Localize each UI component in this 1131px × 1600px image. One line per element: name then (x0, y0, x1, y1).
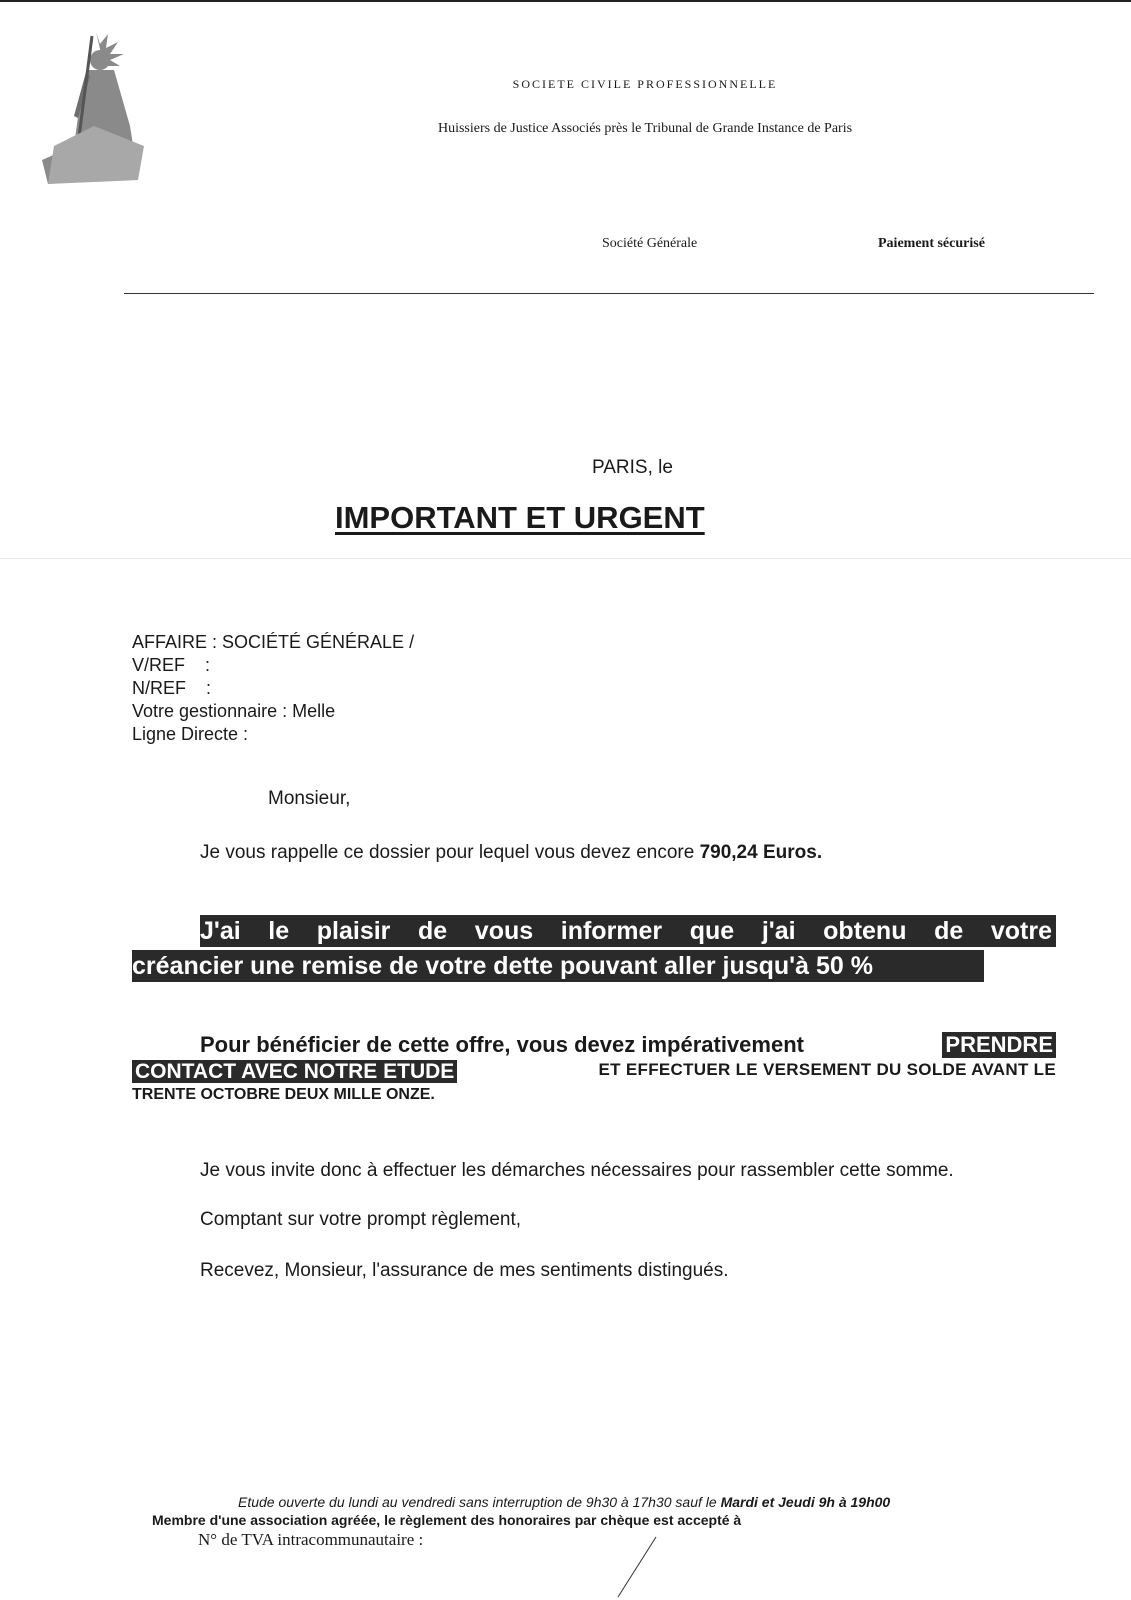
ref-nref: N/REF : (132, 678, 212, 698)
ref-gestionnaire: Votre gestionnaire : Melle (132, 701, 336, 721)
offer-lead: Pour bénéficier de cette offre, vous devez impérativement (200, 1032, 804, 1057)
place-date: PARIS, le (592, 457, 673, 478)
letter-title: IMPORTANT ET URGENT (335, 500, 705, 535)
ref-ligne-directe: Ligne Directe : (132, 724, 249, 744)
counting-paragraph: Comptant sur votre prompt règlement, (200, 1209, 522, 1230)
company-subtitle: Huissiers de Justice Associés près le Tribunal de Grande Instance de Paris (437, 121, 853, 136)
amount-due: 790,24 Euros. (699, 842, 823, 863)
bank-name: Société Générale (602, 236, 698, 251)
footer-hours (238, 1494, 890, 1510)
salutation: Monsieur, (268, 788, 351, 809)
offer-line-1 (200, 1032, 1056, 1058)
header-divider (124, 293, 1094, 294)
offer-deadline: TRENTE OCTOBRE DEUX MILLE ONZE. (132, 1086, 435, 1103)
offer-highlight-1: PRENDRE (942, 1032, 1056, 1058)
fold-line (0, 558, 1131, 559)
payment-label: Paiement sécurisé (878, 236, 985, 251)
offer-line-2 (132, 1060, 1056, 1084)
ref-vref: V/REF : (132, 655, 211, 675)
marianne-logo (34, 26, 164, 186)
pen-mark (610, 1535, 660, 1600)
highlight-line-1: J'ai le plaisir de vous informer que j'ai obtenu de votre (200, 915, 1056, 947)
top-border (0, 0, 1131, 2)
footer-hours-bold: Mardi et Jeudi 9h à 19h00 (720, 1494, 891, 1510)
offer-highlight-2: CONTACT AVEC NOTRE ETUDE (132, 1060, 457, 1083)
highlight-line-2: créancier une remise de votre dette pouvant aller jusqu'à 50 % (132, 950, 984, 982)
highlight-paragraph (132, 915, 1056, 985)
invite-paragraph: Je vous invite donc à effectuer les démarches nécessaires pour rassembler cette somme. (200, 1160, 954, 1181)
closing-paragraph: Recevez, Monsieur, l'assurance de mes sentiments distingués. (200, 1260, 729, 1281)
footer-association: Membre d'une association agréée, le règlement des honoraires par chèque est accepté à (152, 1512, 742, 1528)
offer-rest: ET EFFECTUER LE VERSEMENT DU SOLDE AVANT LE (598, 1060, 1056, 1079)
company-type: SOCIETE CIVILE PROFESSIONNELLE (512, 77, 778, 91)
reminder-text: Je vous rappelle ce dossier pour lequel vous devez encore (200, 842, 695, 863)
footer-hours-text: Etude ouverte du lundi au vendredi sans interruption de 9h30 à 17h30 sauf le (238, 1494, 717, 1510)
ref-affaire: AFFAIRE : SOCIÉTÉ GÉNÉRALE / (132, 632, 415, 652)
reminder-paragraph (200, 842, 822, 864)
footer-tva: N° de TVA intracommunautaire : (198, 1530, 424, 1549)
